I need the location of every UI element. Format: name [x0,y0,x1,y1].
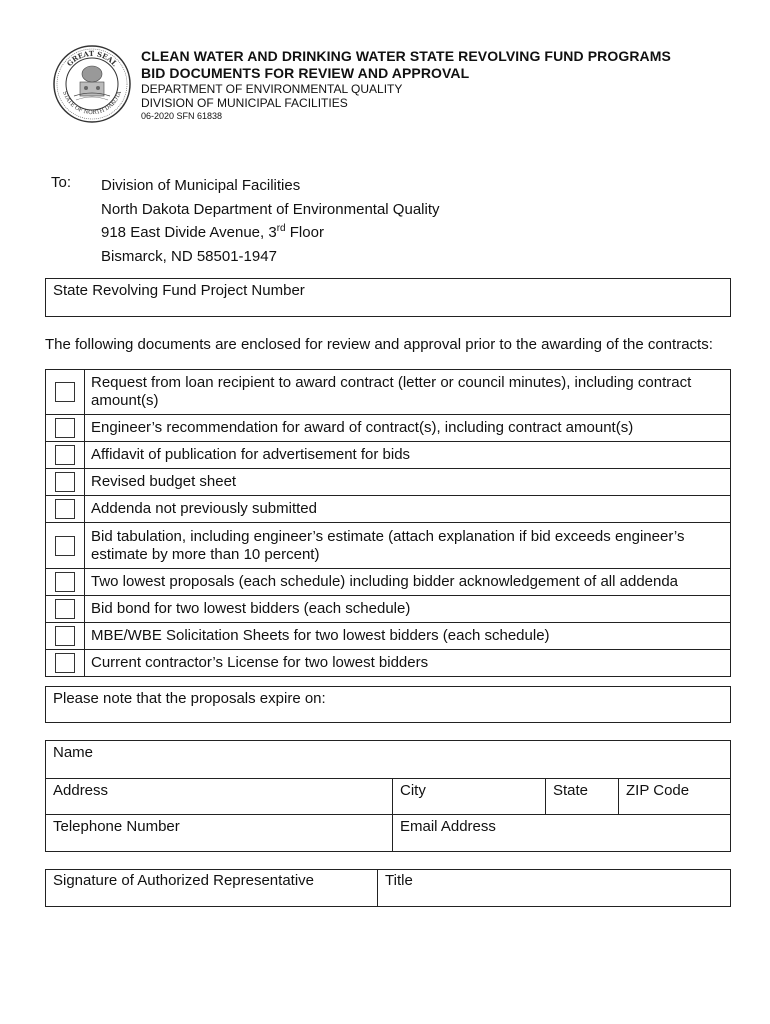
checklist-row [46,370,731,415]
address-line-4: Bismarck, ND 58501-1947 [101,247,277,265]
checklist-label: Request from loan recipient to award contract (letter or council minutes), including contract amount(s) [85,370,731,415]
checklist-checkbox-cell [46,523,85,569]
address-line-3-sup: rd [276,223,286,234]
great-seal-logo [52,44,132,124]
email-label: Email Address [400,818,496,835]
checklist-row [46,650,731,677]
checklist-label: Two lowest proposals (each schedule) including bidder acknowledgement of all addenda [85,569,731,596]
telephone-label: Telephone Number [53,818,180,835]
checklist-label: Bid bond for two lowest bidders (each schedule) [85,596,731,623]
checkbox[interactable] [55,572,75,592]
state-field[interactable] [546,779,619,815]
name-field[interactable] [46,741,731,779]
checklist-label: MBE/WBE Solicitation Sheets for two lowest bidders (each schedule) [85,623,731,650]
checklist-row [46,623,731,650]
checkbox[interactable] [55,536,75,556]
svg-text:STATE OF NORTH DAKOTA: STATE OF NORTH DAKOTA [61,90,123,117]
svg-text:GREAT SEAL: GREAT SEAL [64,48,120,69]
checkbox[interactable] [55,445,75,465]
signature-table [45,869,731,907]
checklist-checkbox-cell [46,442,85,469]
checkbox[interactable] [55,382,75,402]
checkbox[interactable] [55,653,75,673]
checkbox[interactable] [55,472,75,492]
contact-info-table [45,740,731,852]
telephone-field[interactable] [46,815,393,852]
to-label: To: [51,174,72,191]
checklist-label: Addenda not previously submitted [85,496,731,523]
checklist-label: Current contractor’s License for two lowest bidders [85,650,731,677]
document-checklist [45,369,731,677]
checklist-label: Revised budget sheet [85,469,731,496]
project-number-label: State Revolving Fund Project Number [53,282,305,299]
checklist-checkbox-cell [46,650,85,677]
checklist-checkbox-cell [46,415,85,442]
zip-label: ZIP Code [626,782,690,799]
expiration-label: Please note that the proposals expire on: [53,690,326,707]
checklist-checkbox-cell [46,496,85,523]
form-id: 06-2020 SFN 61838 [141,111,223,121]
state-label: State [553,782,589,799]
checklist-row [46,496,731,523]
form-title-line2: BID DOCUMENTS FOR REVIEW AND APPROVAL [141,65,470,81]
proposal-expiration-field[interactable] [45,686,731,723]
city-label: City [400,782,426,799]
recipient-address [101,174,440,268]
checklist-row [46,596,731,623]
checkbox[interactable] [55,599,75,619]
intro-text: The following documents are enclosed for review and approval prior to the awarding of the contracts: [45,336,713,353]
title-label: Title [385,872,413,889]
address-line-1: Division of Municipal Facilities [101,177,301,194]
checklist-row [46,442,731,469]
address-line-3-text: 918 East Divide Avenue, 3 [101,224,277,241]
contact-row [46,741,731,779]
checklist-checkbox-cell [46,569,85,596]
city-field[interactable] [393,779,546,815]
signature-label: Signature of Authorized Representative [53,872,314,889]
name-label: Name [53,744,94,761]
checklist-checkbox-cell [46,469,85,496]
form-title-line1: CLEAN WATER AND DRINKING WATER STATE REVOLVING FUND PROGRAMS [141,48,671,64]
address-line-3-floor: Floor [285,224,324,241]
address-line-3 [101,221,440,245]
zip-field[interactable] [619,779,731,815]
checklist-checkbox-cell [46,623,85,650]
signature-field[interactable] [46,870,378,907]
checklist-label: Engineer’s recommendation for award of contract(s), including contract amount(s) [85,415,731,442]
checklist-checkbox-cell [46,596,85,623]
address-field[interactable] [46,779,393,815]
checklist-row [46,523,731,569]
division-name: DIVISION OF MUNICIPAL FACILITIES [141,96,348,110]
checklist-row [46,415,731,442]
checklist-row [46,469,731,496]
checkbox[interactable] [55,418,75,438]
signature-row [46,870,731,907]
checklist-checkbox-cell [46,370,85,415]
address-label: Address [53,782,109,799]
department-name: DEPARTMENT OF ENVIRONMENTAL QUALITY [141,82,403,96]
checklist-label: Bid tabulation, including engineer’s estimate (attach explanation if bid exceeds engineer’s estimate by more than 10 percent) [85,523,731,569]
email-field[interactable] [393,815,731,852]
title-field[interactable] [378,870,731,907]
form-header [141,48,671,123]
address-line-2: North Dakota Department of Environmental Quality [101,200,440,218]
checklist-label: Affidavit of publication for advertisement for bids [85,442,731,469]
contact-row [46,815,731,852]
contact-row [46,779,731,815]
checklist-row [46,569,731,596]
project-number-field[interactable] [45,278,731,317]
checkbox[interactable] [55,626,75,646]
checkbox[interactable] [55,499,75,519]
